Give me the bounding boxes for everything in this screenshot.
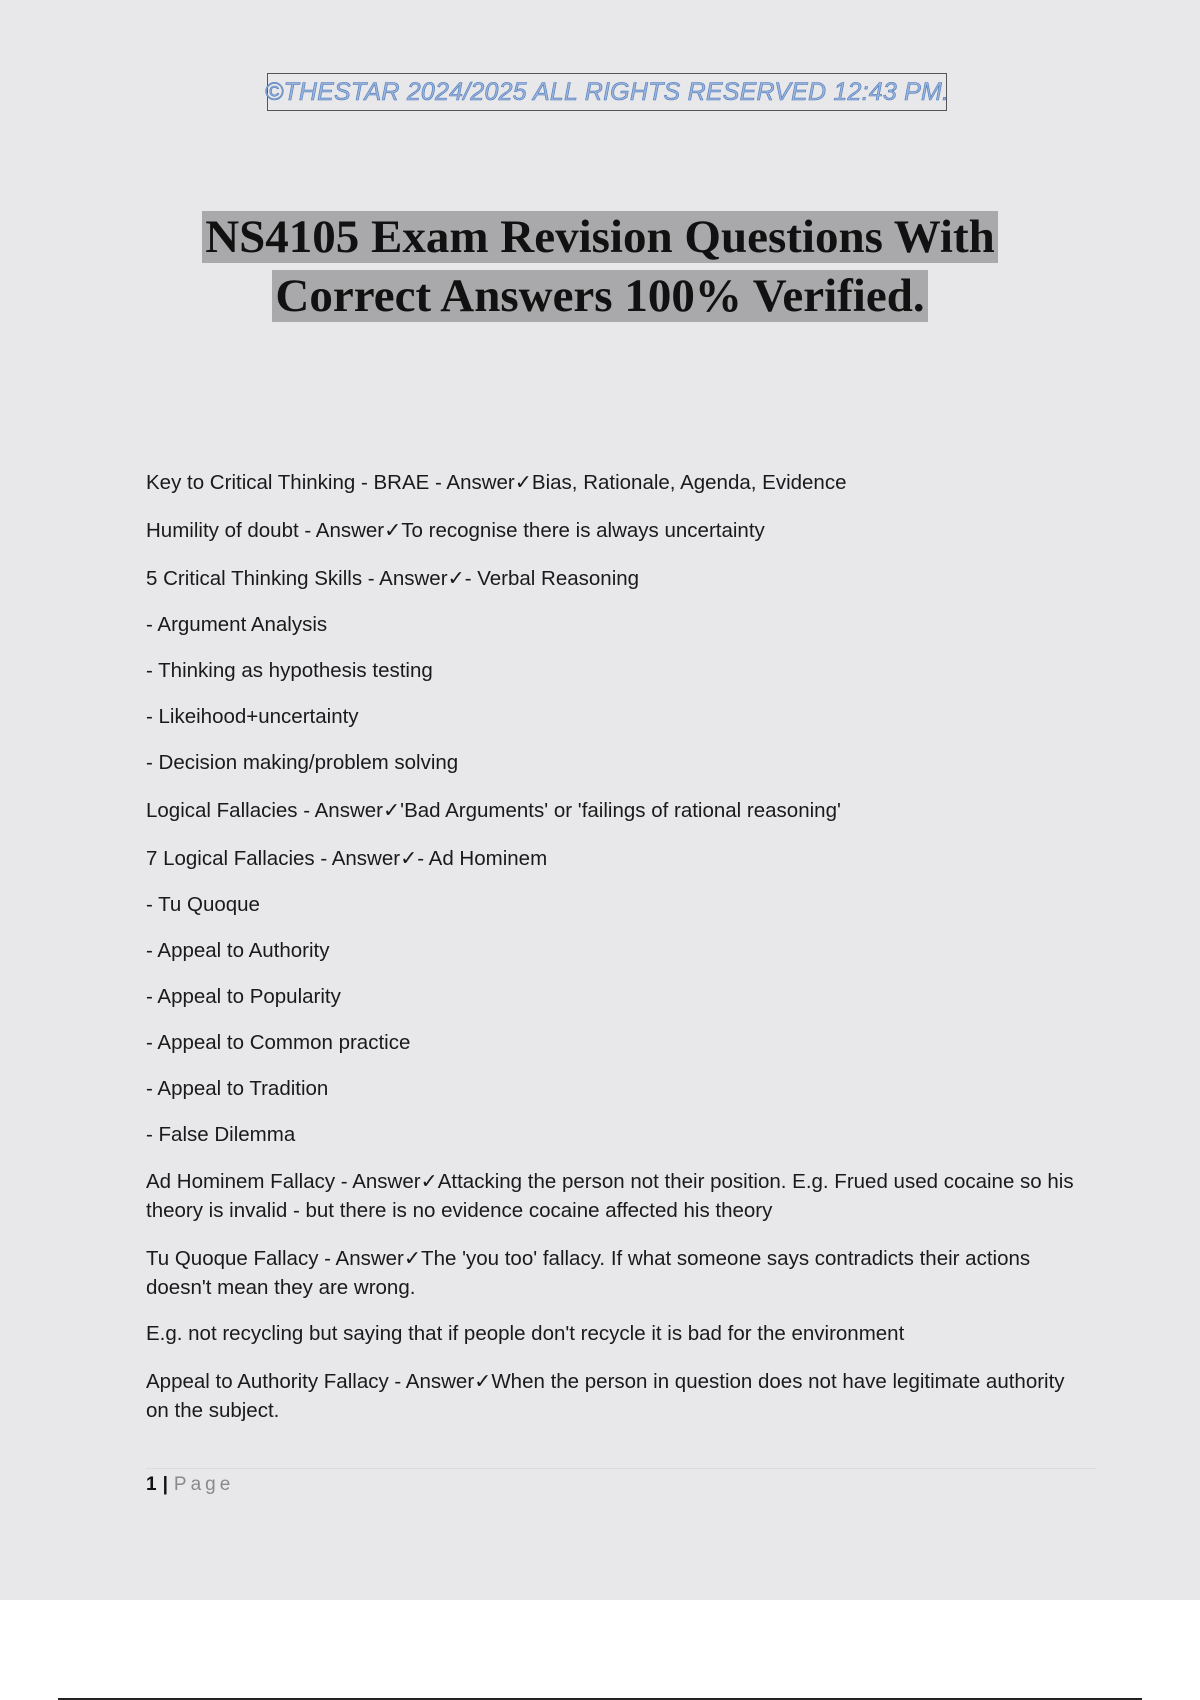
list-item: - Appeal to Tradition	[146, 1077, 329, 1100]
page-number-footer	[146, 1474, 234, 1496]
list-item: - Likeihood+uncertainty	[146, 705, 359, 728]
list-item: - Appeal to Authority	[146, 939, 330, 962]
title-line-1: NS4105 Exam Revision Questions With	[202, 211, 998, 263]
entry-tu-quoque: Tu Quoque Fallacy - Answer✓The 'you too' fallacy. If what someone says contradicts their actions doesn't mean they are wrong.	[146, 1247, 1031, 1299]
list-item: - Decision making/problem solving	[146, 751, 459, 774]
list-item: - Thinking as hypothesis testing	[146, 659, 433, 682]
document-title	[0, 208, 1200, 326]
entry-recycling-example: E.g. not recycling but saying that if people don't recycle it is bad for the environment	[146, 1322, 905, 1345]
copyright-watermark: ©THESTAR 2024/2025 ALL RIGHTS RESERVED 12:43 PM.	[264, 77, 950, 106]
entry-humility-of-doubt: Humility of doubt - Answer✓To recognise there is always uncertainty	[146, 519, 765, 542]
page-number: 1	[146, 1474, 157, 1495]
entry-ad-hominem: Ad Hominem Fallacy - Answer✓Attacking the person not their position. E.g. Frued used cocaine so his theory is invalid - but there is no evidence cocaine affected his theory	[146, 1170, 1074, 1222]
copyright-header-box	[264, 73, 950, 111]
list-item: - Appeal to Common practice	[146, 1031, 411, 1054]
list-item: - False Dilemma	[146, 1123, 296, 1146]
entry-critical-thinking-skills: 5 Critical Thinking Skills - Answer✓- Verbal Reasoning	[146, 567, 640, 590]
entry-brae: Key to Critical Thinking - BRAE - Answer✓Bias, Rationale, Agenda, Evidence	[146, 471, 847, 494]
title-line-2: Correct Answers 100% Verified.	[272, 270, 927, 322]
list-item: - Argument Analysis	[146, 613, 328, 636]
page-separator: |	[162, 1474, 168, 1495]
footer-divider	[146, 1468, 1096, 1469]
list-item: - Tu Quoque	[146, 893, 260, 916]
question-list	[146, 468, 1086, 1425]
list-item: - Appeal to Popularity	[146, 985, 341, 1008]
entry-seven-logical-fallacies: 7 Logical Fallacies - Answer✓- Ad Hominem	[146, 847, 548, 870]
page-label: Page	[173, 1474, 235, 1495]
entry-logical-fallacies: Logical Fallacies - Answer✓'Bad Arguments' or 'failings of rational reasoning'	[146, 799, 841, 822]
entry-appeal-to-authority: Appeal to Authority Fallacy - Answer✓When the person in question does not have legitimate authority on the subject.	[146, 1370, 1065, 1422]
